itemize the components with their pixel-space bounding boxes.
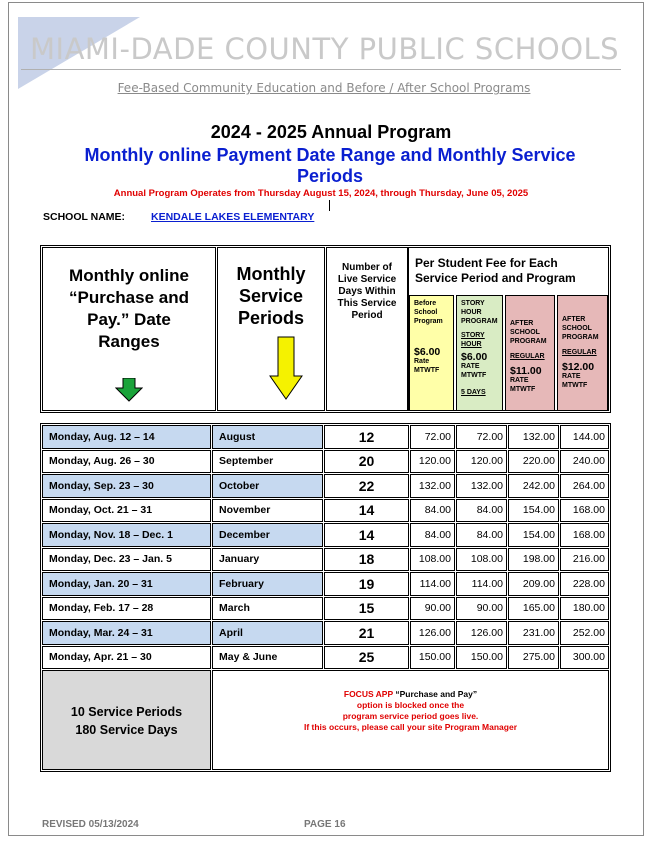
- program-title: 2024 - 2025 Annual Program: [210, 122, 452, 142]
- program-name: AFTER SCHOOL PROGRAM: [562, 316, 599, 341]
- program-rate: RATE MTWTF: [510, 377, 536, 393]
- periods-header-text: Monthly Service Periods: [236, 264, 306, 328]
- service-period-month: November: [212, 499, 323, 523]
- fee-amount: 275.00: [508, 646, 559, 670]
- fee-amount: 165.00: [508, 597, 559, 621]
- periods-header-cell: [217, 247, 325, 411]
- organization-title: MIAMI-DADE COUNTY PUBLIC SCHOOLS: [30, 32, 620, 66]
- notice-line1: “Purchase and Pay”: [395, 689, 478, 699]
- fee-amount: 231.00: [508, 621, 559, 645]
- fee-program-after-school-12: [557, 295, 608, 411]
- service-days-count: 19: [324, 572, 409, 596]
- fee-amount: 120.00: [456, 450, 507, 474]
- fee-amount: 150.00: [410, 646, 455, 670]
- organization-subtitle: Fee-Based Community Education and Before / After School Programs: [117, 81, 531, 95]
- program-price: $12.00: [562, 361, 595, 373]
- fee-amount: 84.00: [456, 523, 507, 547]
- summary-cell: [42, 670, 211, 770]
- fee-amount: 150.00: [456, 646, 507, 670]
- program-name: AFTER SCHOOL PROGRAM: [510, 320, 547, 345]
- purchase-date-range: Monday, Jan. 20 – 31: [42, 572, 211, 596]
- service-period-month: January: [212, 548, 323, 572]
- fee-amount: 114.00: [456, 572, 507, 596]
- fee-amount: 209.00: [508, 572, 559, 596]
- program-rate: Rate MTWTF: [414, 358, 440, 374]
- program-name: Before School Program: [414, 300, 443, 325]
- purchase-date-range: Monday, Aug. 26 – 30: [42, 450, 211, 474]
- purchase-header-cell: [42, 247, 216, 411]
- fee-header-text: Per Student Fee for Each Service Period and Program: [415, 256, 576, 285]
- fee-amount: 84.00: [410, 523, 455, 547]
- purchase-date-range: Monday, Dec. 23 – Jan. 5: [42, 548, 211, 572]
- service-days-count: 12: [324, 425, 409, 449]
- fee-amount: 242.00: [508, 474, 559, 498]
- program-days: 5 DAYS: [461, 389, 486, 396]
- fee-amount: 108.00: [456, 548, 507, 572]
- program-rate: RATE MTWTF: [461, 363, 487, 379]
- fee-program-after-school-11: [505, 295, 555, 411]
- fee-amount: 132.00: [508, 425, 559, 449]
- fee-amount: 264.00: [560, 474, 609, 498]
- down-arrow-icon: [115, 378, 143, 402]
- document-heading: Monthly online Payment Date Range and Monthly Service Periods: [84, 145, 576, 186]
- fee-amount: 108.00: [410, 548, 455, 572]
- school-name-label: SCHOOL NAME:: [43, 211, 126, 223]
- program-subname: REGULAR: [562, 349, 597, 356]
- fee-amount: 84.00: [456, 499, 507, 523]
- service-days-count: 18: [324, 548, 409, 572]
- program-name: STORY HOUR PROGRAM: [461, 300, 498, 325]
- program-dates: Annual Program Operates from Thursday August 15, 2024, through Thursday, June 05, 2025: [113, 188, 529, 199]
- fee-amount: 300.00: [560, 646, 609, 670]
- school-name[interactable]: KENDALE LAKES ELEMENTARY: [151, 211, 315, 223]
- program-price: $6.00: [461, 351, 488, 363]
- fee-amount: 216.00: [560, 548, 609, 572]
- purchase-header-text: Monthly online “Purchase and Pay.” Date Ranges: [69, 266, 189, 351]
- days-header-text: Number of Live Service Days Within This Service Period: [337, 262, 397, 321]
- notice-cell: [212, 670, 609, 770]
- summary-periods: 10 Service Periods: [70, 705, 183, 719]
- service-period-month: February: [212, 572, 323, 596]
- revised-date: REVISED 05/13/2024: [42, 819, 139, 830]
- header-divider: [21, 69, 621, 70]
- fee-amount: 240.00: [560, 450, 609, 474]
- fee-amount: 132.00: [456, 474, 507, 498]
- service-period-month: March: [212, 597, 323, 621]
- purchase-date-range: Monday, Mar. 24 – 31: [42, 621, 211, 645]
- fee-amount: 84.00: [410, 499, 455, 523]
- page-number: PAGE 16: [304, 819, 346, 830]
- fee-amount: 72.00: [410, 425, 455, 449]
- program-subname: REGULAR: [510, 353, 545, 360]
- notice-line3: program service period goes live.: [342, 711, 479, 721]
- service-period-month: October: [212, 474, 323, 498]
- fee-amount: 252.00: [560, 621, 609, 645]
- summary-days: 180 Service Days: [75, 723, 178, 737]
- service-days-count: 22: [324, 474, 409, 498]
- program-price: $11.00: [510, 365, 542, 377]
- fee-amount: 154.00: [508, 499, 559, 523]
- program-subname: STORY HOUR: [461, 332, 485, 348]
- program-price: $6.00: [414, 346, 441, 358]
- fee-amount: 120.00: [410, 450, 455, 474]
- service-period-month: September: [212, 450, 323, 474]
- fee-amount: 168.00: [560, 499, 609, 523]
- fee-amount: 180.00: [560, 597, 609, 621]
- purchase-date-range: Monday, Oct. 21 – 31: [42, 499, 211, 523]
- service-period-month: August: [212, 425, 323, 449]
- fee-amount: 132.00: [410, 474, 455, 498]
- fee-amount: 220.00: [508, 450, 559, 474]
- notice-app: FOCUS APP: [343, 689, 393, 699]
- purchase-date-range: Monday, Aug. 12 – 14: [42, 425, 211, 449]
- fee-amount: 90.00: [410, 597, 455, 621]
- fee-program-story-hour: [456, 295, 503, 411]
- fee-amount: 228.00: [560, 572, 609, 596]
- fee-amount: 114.00: [410, 572, 455, 596]
- purchase-date-range: Monday, Nov. 18 – Dec. 1: [42, 523, 211, 547]
- fee-amount: 126.00: [456, 621, 507, 645]
- service-days-count: 21: [324, 621, 409, 645]
- service-days-count: 20: [324, 450, 409, 474]
- service-days-count: 25: [324, 646, 409, 670]
- service-days-count: 14: [324, 523, 409, 547]
- notice-line4: If this occurs, please call your site Program Manager: [303, 722, 518, 732]
- purchase-date-range: Monday, Sep. 23 – 30: [42, 474, 211, 498]
- service-days-count: 14: [324, 499, 409, 523]
- notice-line2: option is blocked once the: [356, 700, 465, 710]
- notice-text: [213, 689, 608, 733]
- fee-amount: 168.00: [560, 523, 609, 547]
- purchase-date-range: Monday, Apr. 21 – 30: [42, 646, 211, 670]
- fee-amount: 126.00: [410, 621, 455, 645]
- service-period-month: April: [212, 621, 323, 645]
- fee-amount: 198.00: [508, 548, 559, 572]
- down-arrow-icon: [269, 336, 303, 400]
- service-period-month: May & June: [212, 646, 323, 670]
- text-cursor: [329, 200, 330, 211]
- fee-amount: 144.00: [560, 425, 609, 449]
- service-period-month: December: [212, 523, 323, 547]
- days-header-cell: [326, 247, 408, 411]
- summary-text: [43, 703, 210, 739]
- fee-amount: 72.00: [456, 425, 507, 449]
- fee-amount: 90.00: [456, 597, 507, 621]
- fee-program-before-school: [409, 295, 454, 411]
- fee-amount: 154.00: [508, 523, 559, 547]
- program-rate: RATE MTWTF: [562, 373, 588, 389]
- service-days-count: 15: [324, 597, 409, 621]
- purchase-date-range: Monday, Feb. 17 – 28: [42, 597, 211, 621]
